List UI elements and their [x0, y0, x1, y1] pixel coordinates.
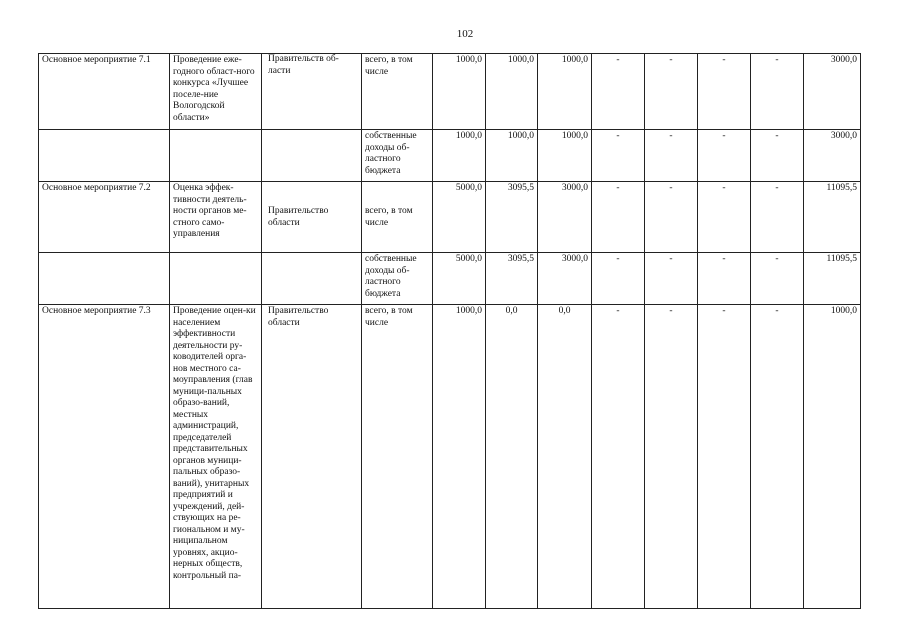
value-cell: 3095,5 [486, 253, 538, 305]
executor-cell: Правительство области [262, 182, 362, 253]
executor-cell: Правительство области [262, 305, 362, 609]
funding-cell: всего, в том числе [362, 182, 433, 253]
funding-cell: всего, в том числе [362, 305, 433, 609]
title-cell: Оценка эффек-тивности деятель-ности органов ме-стного само-управления [170, 182, 262, 253]
total-cell: 1000,0 [804, 305, 861, 609]
value-cell: 5000,0 [433, 253, 486, 305]
value-cell: 1000,0 [433, 54, 486, 130]
executor-cell: Правительств об-ласти [262, 54, 362, 130]
event-cell: Основное мероприятие 7.3 [39, 305, 170, 609]
value-cell: - [645, 54, 698, 130]
value-cell: - [698, 130, 751, 182]
value-cell: - [698, 253, 751, 305]
page-number: 102 [456, 28, 474, 40]
event-cell: Основное мероприятие 7.2 [39, 182, 170, 253]
budget-table [38, 53, 861, 609]
value-cell: - [592, 253, 645, 305]
value-cell: - [592, 130, 645, 182]
executor-cell [262, 130, 362, 182]
total-cell: 3000,0 [804, 54, 861, 130]
value-cell: 1000,0 [538, 130, 592, 182]
title-cell: Проведение еже-годного област-ного конкурса «Лучшее поселе-ние Вологодской области» [170, 54, 262, 130]
funding-cell: собственные доходы об-ластного бюджета [362, 130, 433, 182]
event-cell [39, 253, 170, 305]
value-cell: 1000,0 [486, 54, 538, 130]
value-cell: 5000,0 [433, 182, 486, 253]
table-row [39, 182, 861, 253]
value-cell: - [751, 305, 804, 609]
table-row [39, 305, 861, 609]
value-cell: 3000,0 [538, 253, 592, 305]
value-cell: - [645, 130, 698, 182]
value-cell: 3095,5 [486, 182, 538, 253]
value-cell: - [592, 54, 645, 130]
value-cell: 1000,0 [538, 54, 592, 130]
value-cell: 0,0 [486, 305, 538, 609]
value-cell: 1000,0 [486, 130, 538, 182]
value-cell: - [751, 253, 804, 305]
value-cell: - [751, 130, 804, 182]
value-cell: - [751, 54, 804, 130]
event-cell: Основное мероприятие 7.1 [39, 54, 170, 130]
value-cell: 0,0 [538, 305, 592, 609]
value-cell: - [751, 182, 804, 253]
value-cell: - [698, 54, 751, 130]
executor-cell [262, 253, 362, 305]
value-cell: - [592, 182, 645, 253]
total-cell: 11095,5 [804, 182, 861, 253]
total-cell: 3000,0 [804, 130, 861, 182]
table-row [39, 54, 861, 130]
value-cell: - [645, 253, 698, 305]
value-cell: - [645, 182, 698, 253]
funding-cell: всего, в том числе [362, 54, 433, 130]
table-row [39, 130, 861, 182]
funding-cell: собственные доходы об-ластного бюджета [362, 253, 433, 305]
title-cell [170, 253, 262, 305]
value-cell: - [645, 305, 698, 609]
title-cell: Проведение оцен-ки населением эффективности деятельности ру-ководителей орга-нов местного са-моуправления (глав муници-пальных образо-ваний, местных администраций, председателей представительных органов муници-пальных образо-ваний), унитарных предприятий и учреждений, дей-ствующих на ре-гиональном и му-ниципальном уровнях, акцио-нерных обществ, контрольный па- [170, 305, 262, 609]
event-cell [39, 130, 170, 182]
value-cell: 3000,0 [538, 182, 592, 253]
value-cell: 1000,0 [433, 305, 486, 609]
table-row [39, 253, 861, 305]
value-cell: - [592, 305, 645, 609]
value-cell: - [698, 305, 751, 609]
value-cell: 1000,0 [433, 130, 486, 182]
total-cell: 11095,5 [804, 253, 861, 305]
title-cell [170, 130, 262, 182]
value-cell: - [698, 182, 751, 253]
